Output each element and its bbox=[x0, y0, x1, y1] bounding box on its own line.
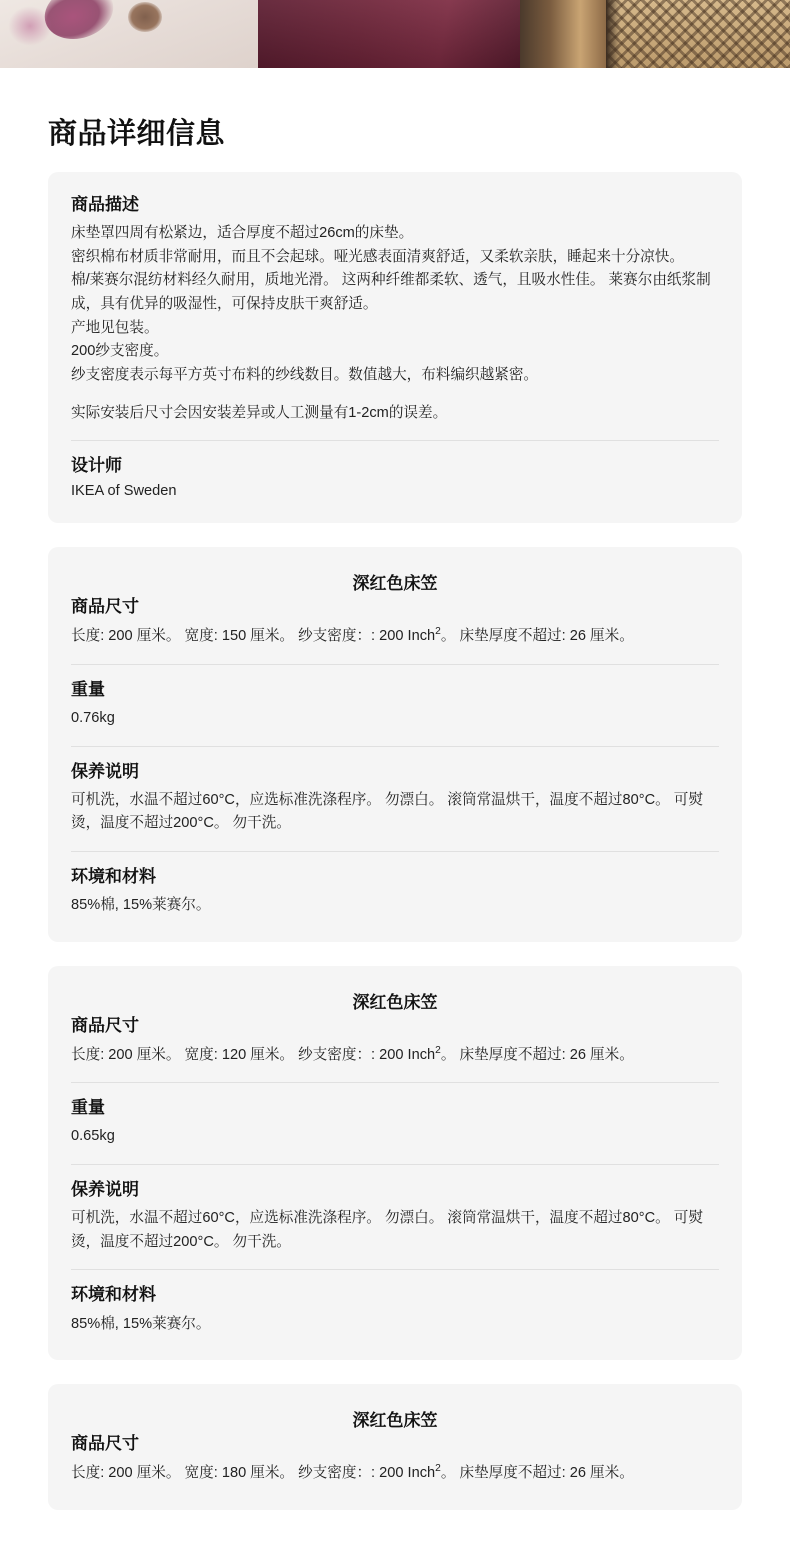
variant-weight-heading: 重量 bbox=[71, 679, 105, 699]
variant-care-value: 可机洗，水温不超过60°C，应选标准洗涤程序。 勿漂白。 滚筒常温烘干，温度不超过80°C。 可熨烫，温度不超过200°C。 勿干洗。 bbox=[71, 791, 703, 832]
variant-divider bbox=[71, 851, 719, 852]
designer-name: IKEA of Sweden bbox=[71, 483, 177, 500]
variant-divider bbox=[71, 1082, 719, 1083]
photo-pillow-region bbox=[0, 0, 258, 68]
variant-weight-value: 0.65kg bbox=[71, 1128, 115, 1145]
description-paragraph-1: 床垫罩四周有松紧边，适合厚度不超过26cm的床垫。 bbox=[71, 225, 414, 242]
variant-material-block bbox=[71, 866, 719, 918]
variant-title: 深红色床笠 bbox=[352, 1411, 438, 1431]
variant-care-block bbox=[71, 1179, 719, 1254]
variant-size-heading: 商品尺寸 bbox=[71, 597, 139, 617]
variant-care-value: 可机洗，水温不超过60°C，应选标准洗涤程序。 勿漂白。 滚筒常温烘干，温度不超过80°C。 可熨烫，温度不超过200°C。 勿干洗。 bbox=[71, 1210, 703, 1250]
description-spacer bbox=[71, 388, 719, 402]
variant-divider bbox=[71, 1164, 719, 1165]
variant-weight-heading: 重量 bbox=[71, 1098, 105, 1118]
designer-block bbox=[71, 455, 719, 499]
product-photo-strip bbox=[0, 0, 790, 68]
description-body bbox=[71, 222, 719, 425]
variant-divider bbox=[71, 746, 719, 747]
variant-title: 深红色床笠 bbox=[352, 574, 438, 594]
variant-size-heading: 商品尺寸 bbox=[71, 1015, 139, 1035]
page-title: 商品详细信息 bbox=[48, 118, 226, 150]
variant-size-heading: 商品尺寸 bbox=[71, 1434, 139, 1454]
variant-material-heading: 环境和材料 bbox=[71, 867, 156, 887]
description-paragraph-3: 棉/莱赛尔混纺材料经久耐用，质地光滑。 这两种纤维都柔软、透气，且吸水性佳。 莱赛尔由纸浆制成，具有优异的吸湿性，可保持皮肤干爽舒适。 bbox=[71, 272, 711, 313]
variant-care-heading: 保养说明 bbox=[71, 761, 139, 781]
variant-care-block bbox=[71, 761, 719, 836]
variant-size-value: 长度: 200 厘米。 宽度: 120 厘米。 纱支密度：: 200 Inch$^2$。 床垫厚度不超过: 26 厘米。 bbox=[71, 1044, 634, 1063]
photo-wood-panel-region bbox=[520, 0, 606, 68]
variant-material-block bbox=[71, 1284, 719, 1336]
description-divider bbox=[71, 440, 719, 441]
description-paragraph-5: 200纱支密度。 bbox=[71, 343, 169, 360]
variant-weight-block bbox=[71, 679, 719, 731]
variant-size-block bbox=[71, 596, 719, 649]
variant-size-value: 长度: 200 厘米。 宽度: 180 厘米。 纱支密度：: 200 Inch$^2$。 床垫厚度不超过: 26 厘米。 bbox=[71, 1463, 634, 1482]
designer-heading: 设计师 bbox=[71, 456, 122, 476]
variant-material-heading: 环境和材料 bbox=[71, 1285, 156, 1305]
photo-rattan-lamp-region bbox=[606, 0, 790, 68]
description-paragraph-6: 纱支密度表示每平方英寸布料的纱线数目。数值越大，布料编织越紧密。 bbox=[71, 366, 539, 383]
variant-size-value: 长度: 200 厘米。 宽度: 150 厘米。 纱支密度：: 200 Inch$^2$。 床垫厚度不超过: 26 厘米。 bbox=[71, 626, 634, 645]
variant-material-value: 85%棉, 15%莱赛尔。 bbox=[71, 1315, 211, 1332]
variant-size-block bbox=[71, 1433, 719, 1486]
variant-card bbox=[48, 966, 742, 1360]
variant-care-heading: 保养说明 bbox=[71, 1180, 139, 1200]
variant-divider bbox=[71, 1269, 719, 1270]
description-heading: 商品描述 bbox=[71, 195, 139, 214]
product-description-card bbox=[48, 172, 742, 523]
variant-weight-block bbox=[71, 1097, 719, 1149]
variant-divider bbox=[71, 664, 719, 665]
variant-card bbox=[48, 1384, 742, 1510]
variant-material-value: 85%棉, 15%莱赛尔。 bbox=[71, 897, 211, 914]
photo-maroon-bedding-region bbox=[258, 0, 520, 68]
variant-title: 深红色床笠 bbox=[352, 992, 438, 1012]
detail-content bbox=[0, 111, 790, 1510]
variant-weight-value: 0.76kg bbox=[71, 710, 115, 726]
description-paragraph-2: 密织棉布材质非常耐用，而且不会起球。哑光感表面清爽舒适，又柔软亲肤，睡起来十分凉快。 bbox=[71, 248, 684, 265]
variant-card bbox=[48, 547, 742, 941]
photo-pillow-spot bbox=[128, 2, 162, 32]
description-paragraph-7: 实际安装后尺寸会因安装差异或人工测量有1-2cm的误差。 bbox=[71, 404, 448, 421]
variant-size-block bbox=[71, 1015, 719, 1068]
description-paragraph-4: 产地见包装。 bbox=[71, 319, 159, 336]
